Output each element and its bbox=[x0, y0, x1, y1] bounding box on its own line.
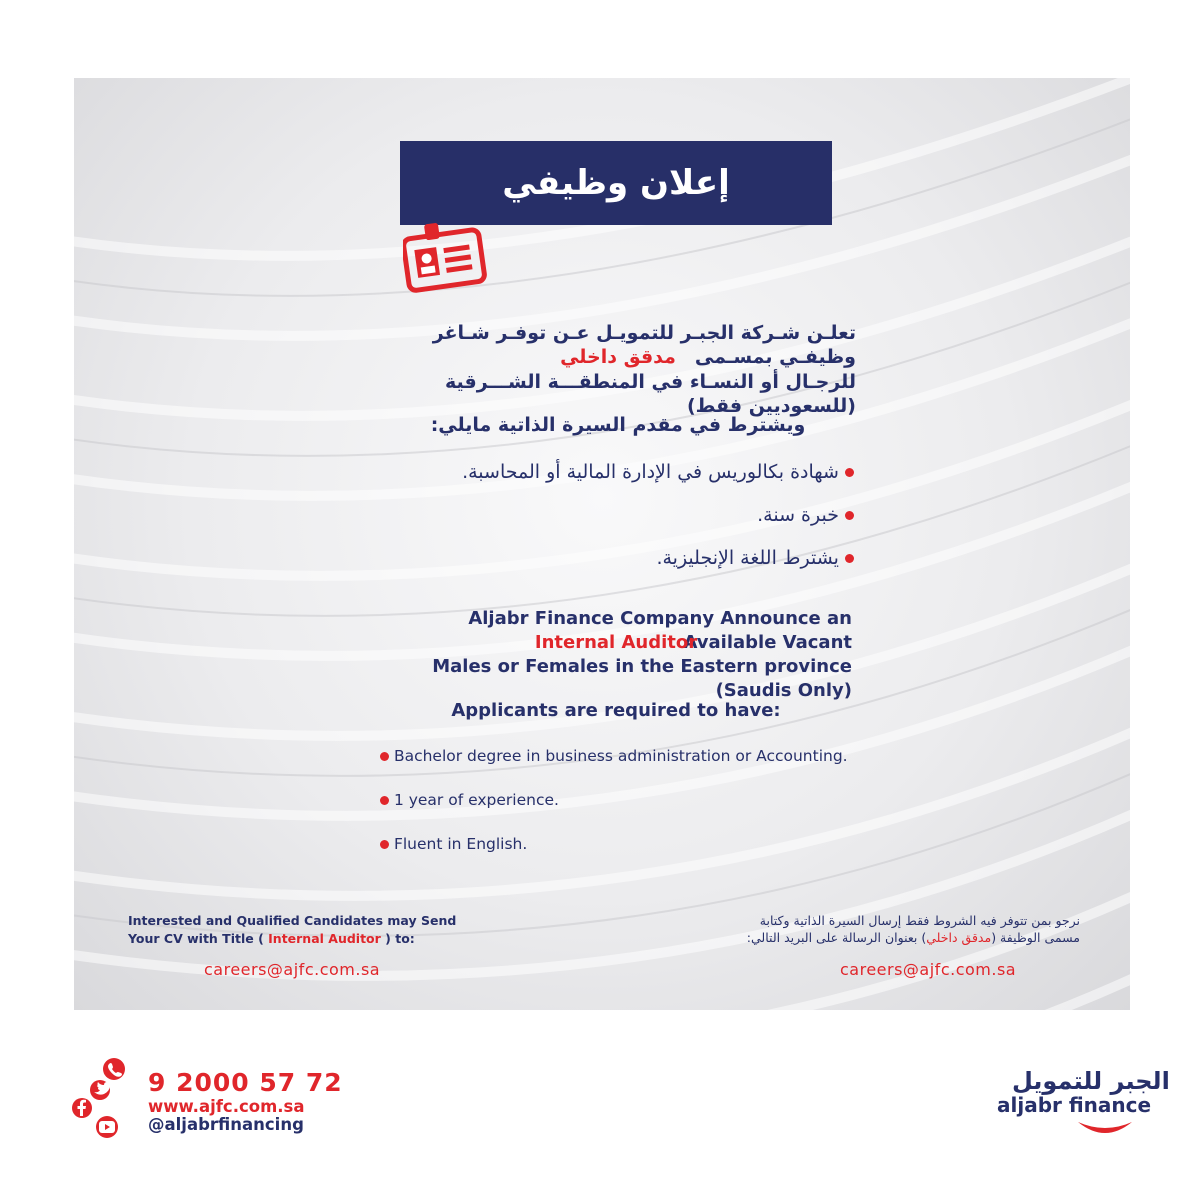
social-icons bbox=[70, 1055, 130, 1145]
arabic-apply-line1: نرجو بمن تتوفر فيه الشروط فقط إرسال السيرة الذاتية وكتابة bbox=[759, 913, 1080, 928]
facebook-icon[interactable] bbox=[72, 1098, 92, 1118]
social-handle[interactable]: @aljabrfinancing bbox=[148, 1115, 304, 1134]
youtube-icon[interactable] bbox=[96, 1116, 118, 1138]
english-email-link[interactable]: careers@ajfc.com.sa bbox=[204, 960, 381, 979]
announcement-poster bbox=[74, 78, 1130, 1010]
arabic-requirement-item: خبرة سنة. bbox=[454, 503, 854, 527]
english-requirement-item: 1 year of experience. bbox=[380, 788, 860, 812]
id-badge-icon bbox=[403, 216, 487, 300]
arabic-email-link[interactable]: careers@ajfc.com.sa bbox=[840, 960, 1017, 979]
bullet-icon bbox=[845, 511, 854, 520]
logo-smile-icon bbox=[1075, 1118, 1135, 1140]
logo-arabic: الجبر للتمويل bbox=[1012, 1067, 1170, 1095]
arabic-requirements-heading: ويشترط في مقدم السيرة الذاتية مايلي: bbox=[430, 414, 806, 436]
website-link[interactable]: www.ajfc.com.sa bbox=[148, 1097, 305, 1116]
english-intro: Aljabr Finance Company Announce an Available Vacant bbox=[468, 608, 852, 653]
english-requirement-item: Fluent in English. bbox=[380, 832, 860, 856]
bullet-icon bbox=[845, 554, 854, 563]
arabic-intro: تعلـن شـركة الجبـر للتمويـل عـن توفـر شـاغر وظيفـي بمسـمى bbox=[432, 322, 856, 368]
logo-english: aljabr finance bbox=[997, 1093, 1152, 1117]
bullet-icon bbox=[845, 468, 854, 477]
english-apply-line1: Interested and Qualified Candidates may Send bbox=[128, 913, 457, 928]
arabic-position: مدقق داخلي bbox=[560, 346, 676, 368]
bullet-icon bbox=[380, 796, 389, 805]
arabic-eligibility: للرجـال أو النسـاء في المنطقـــة الشـــرقية (للسعوديين فقط) bbox=[445, 371, 856, 417]
english-requirement-item: Bachelor degree in business administration or Accounting. bbox=[380, 744, 860, 768]
english-apply-line2: Your CV with Title ( Internal Auditor ) to: bbox=[128, 931, 415, 946]
phone-icon[interactable] bbox=[103, 1058, 125, 1080]
twitter-icon[interactable] bbox=[90, 1080, 112, 1100]
arabic-apply-line2: مسمى الوظيفة (مدقق داخلي) بعنوان الرسالة على البريد التالي: bbox=[746, 930, 1080, 945]
english-position: Internal Auditor bbox=[534, 632, 698, 653]
arabic-requirement-item: شهادة بكالوريس في الإدارة المالية أو المحاسبة. bbox=[454, 460, 854, 484]
phone-number[interactable]: 9 2000 57 72 bbox=[148, 1068, 343, 1097]
page-title: إعلان وظيفي bbox=[400, 141, 832, 225]
english-eligibility: Males or Females in the Eastern province (Saudis Only) bbox=[432, 656, 852, 701]
arabic-requirement-item: يشترط اللغة الإنجليزية. bbox=[454, 546, 854, 570]
english-requirements-heading: Applicants are required to have: bbox=[451, 700, 781, 721]
bullet-icon bbox=[380, 752, 389, 761]
bullet-icon bbox=[380, 840, 389, 849]
